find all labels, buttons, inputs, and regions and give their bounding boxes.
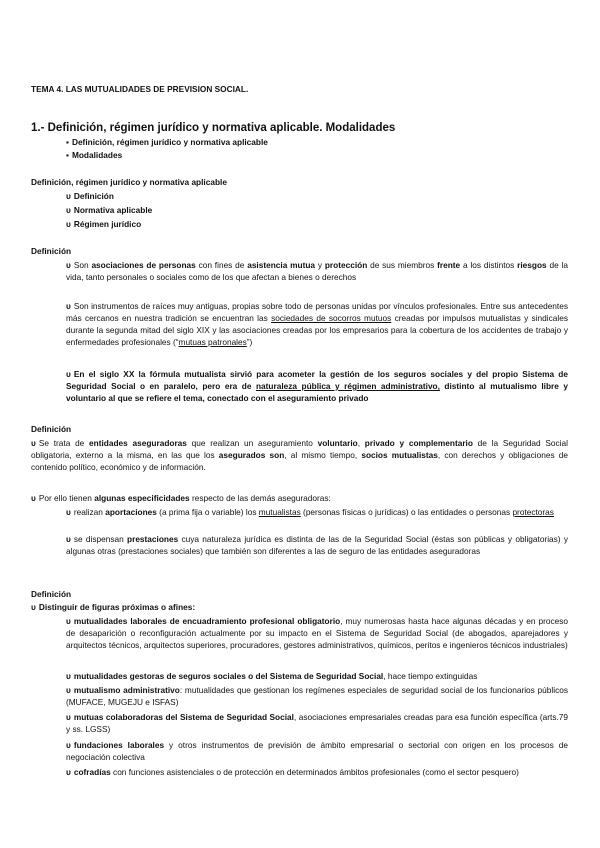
list-item-label: Régimen jurídico — [73, 219, 142, 229]
marker-icon: υ — [66, 534, 71, 544]
list-item-label: Definición — [73, 191, 114, 201]
marker-icon: υ — [31, 493, 36, 503]
list-item: υ mutualidades laborales de encuadramiento profesional obligatorio, muy numerosas hasta hace algunas décadas y en proceso de desaparición o reconfiguración actualmente por su impacto en el Sistema de Seguridad Social (de abogados, aparejadores y arquitectos técnicos, arquitectos superiores, procuradores, gestores administrativos, químicos, peritos e ingenieros técnicos industriales) — [66, 616, 568, 650]
paragraph: υ Son asociaciones de personas con fines de asistencia mutua y protección de sus miembros frente a los distintos riesgos de la vida, tanto personales o sociales como de los que afectan a bienes o derechos — [66, 260, 568, 282]
list-item: υ mutuas colaboradoras del Sistema de Seguridad Social, asociaciones empresariales creadas para esa función específica (arts.79 y ss. LGSS) — [66, 712, 568, 734]
marker-icon: υ — [66, 219, 71, 229]
list-intro: υ Distinguir de figuras próximas o afines: — [31, 602, 196, 612]
subsection-heading: Definición — [31, 589, 72, 599]
paragraph: υ realizan aportaciones (a prima fija o variable) los mutualistas (personas físicas o jurídicas) o las entidades o personas protectoras — [66, 507, 554, 517]
list-item-label: Normativa aplicable — [73, 205, 153, 215]
subsection-heading: Definición — [31, 424, 72, 434]
marker-icon: υ — [66, 671, 71, 681]
list-item: υ fundaciones laborales y otros instrumentos de previsión de ámbito empresarial o sectorial con origen en los procesos de negociación colectiva — [66, 740, 568, 762]
list-item — [66, 190, 114, 202]
marker-icon: υ — [66, 205, 71, 215]
marker-icon: υ — [66, 712, 71, 722]
marker-icon: υ — [66, 301, 71, 311]
marker-icon: υ — [66, 767, 71, 777]
paragraph: υ Por ello tienen algunas especificidades respecto de las demás aseguradoras: — [31, 493, 331, 503]
outline-heading: Definición, régimen jurídico y normativa aplicable — [31, 177, 227, 187]
paragraph: υ En el siglo XX la fórmula mutualista sirvió para acometer la gestión de los seguros sociales y del propio Sistema de Seguridad Social o en paralelo, pero era de naturaleza pública y régimen administrativo, distinto al mutualismo libre y voluntario al que se refiere el tema, conectado con el aseguramiento privado — [66, 369, 568, 403]
marker-icon: υ — [66, 616, 71, 626]
bullet-icon: ▪ — [66, 137, 69, 147]
list-item — [66, 218, 141, 230]
marker-icon: υ — [31, 602, 36, 612]
section-heading: 1.- Definición, régimen jurídico y normativa aplicable. Modalidades — [31, 122, 396, 134]
marker-icon: υ — [66, 507, 71, 517]
paragraph: υ se dispensan prestaciones cuya naturaleza jurídica es distinta de las de la Seguridad Social (éstas son públicas y obligatorias) y algunas otras (prestaciones sociales) que también son diferentes a las de seguro de las entidades aseguradoras — [66, 534, 569, 556]
list-item-label: Modalidades — [71, 150, 123, 160]
list-item — [66, 149, 122, 161]
marker-icon: υ — [66, 685, 71, 695]
marker-icon: υ — [66, 740, 71, 750]
list-item: υ mutualidades gestoras de seguros sociales o del Sistema de Seguridad Social, hace tiempo extinguidas — [66, 671, 478, 681]
document-title: TEMA 4. LAS MUTUALIDADES DE PREVISION SOCIAL. — [31, 84, 249, 94]
list-item — [66, 136, 268, 148]
list-item: υ cofradías con funciones asistenciales o de protección en determinados ámbitos profesionales (como el sector pesquero) — [66, 767, 519, 777]
marker-icon: υ — [66, 260, 71, 270]
marker-icon: υ — [66, 369, 71, 379]
list-item — [66, 204, 152, 216]
paragraph: υ Se trata de entidades aseguradoras que realizan un aseguramiento voluntario, privado y complementario de la Seguridad Social obligatoria, externo a la misma, en las que los asegurados son, al mismo tiempo, socios mutualistas, con derechos y obligaciones de contenido político, económico y de información. — [31, 438, 569, 472]
bullet-icon: ▪ — [66, 150, 69, 160]
subsection-heading: Definición — [31, 246, 72, 256]
paragraph: υ Son instrumentos de raíces muy antiguas, propias sobre todo de personas unidas por vínculos profesionales. Entre sus antecedentes más cercanos en nuestra tradición se encuentran las sociedades de socorros mutuos creadas por impulsos mutualistas y sindicales durante la segunda mitad del siglo XIX y las asociaciones creadas por los empresarios para la cobertura de los accidentes de trabajo y enfermedades profesionales (“mutuas patronales”) — [66, 301, 568, 347]
list-item-label: Definición, régimen jurídico y normativa aplicable — [71, 137, 268, 147]
marker-icon: υ — [66, 191, 71, 201]
marker-icon: υ — [31, 438, 36, 448]
list-item: υ mutualismo administrativo: mutualidades que gestionan los regímenes especiales de seguridad social de los funcionarios públicos (MUFACE, MUGEJU e ISFAS) — [66, 685, 569, 707]
